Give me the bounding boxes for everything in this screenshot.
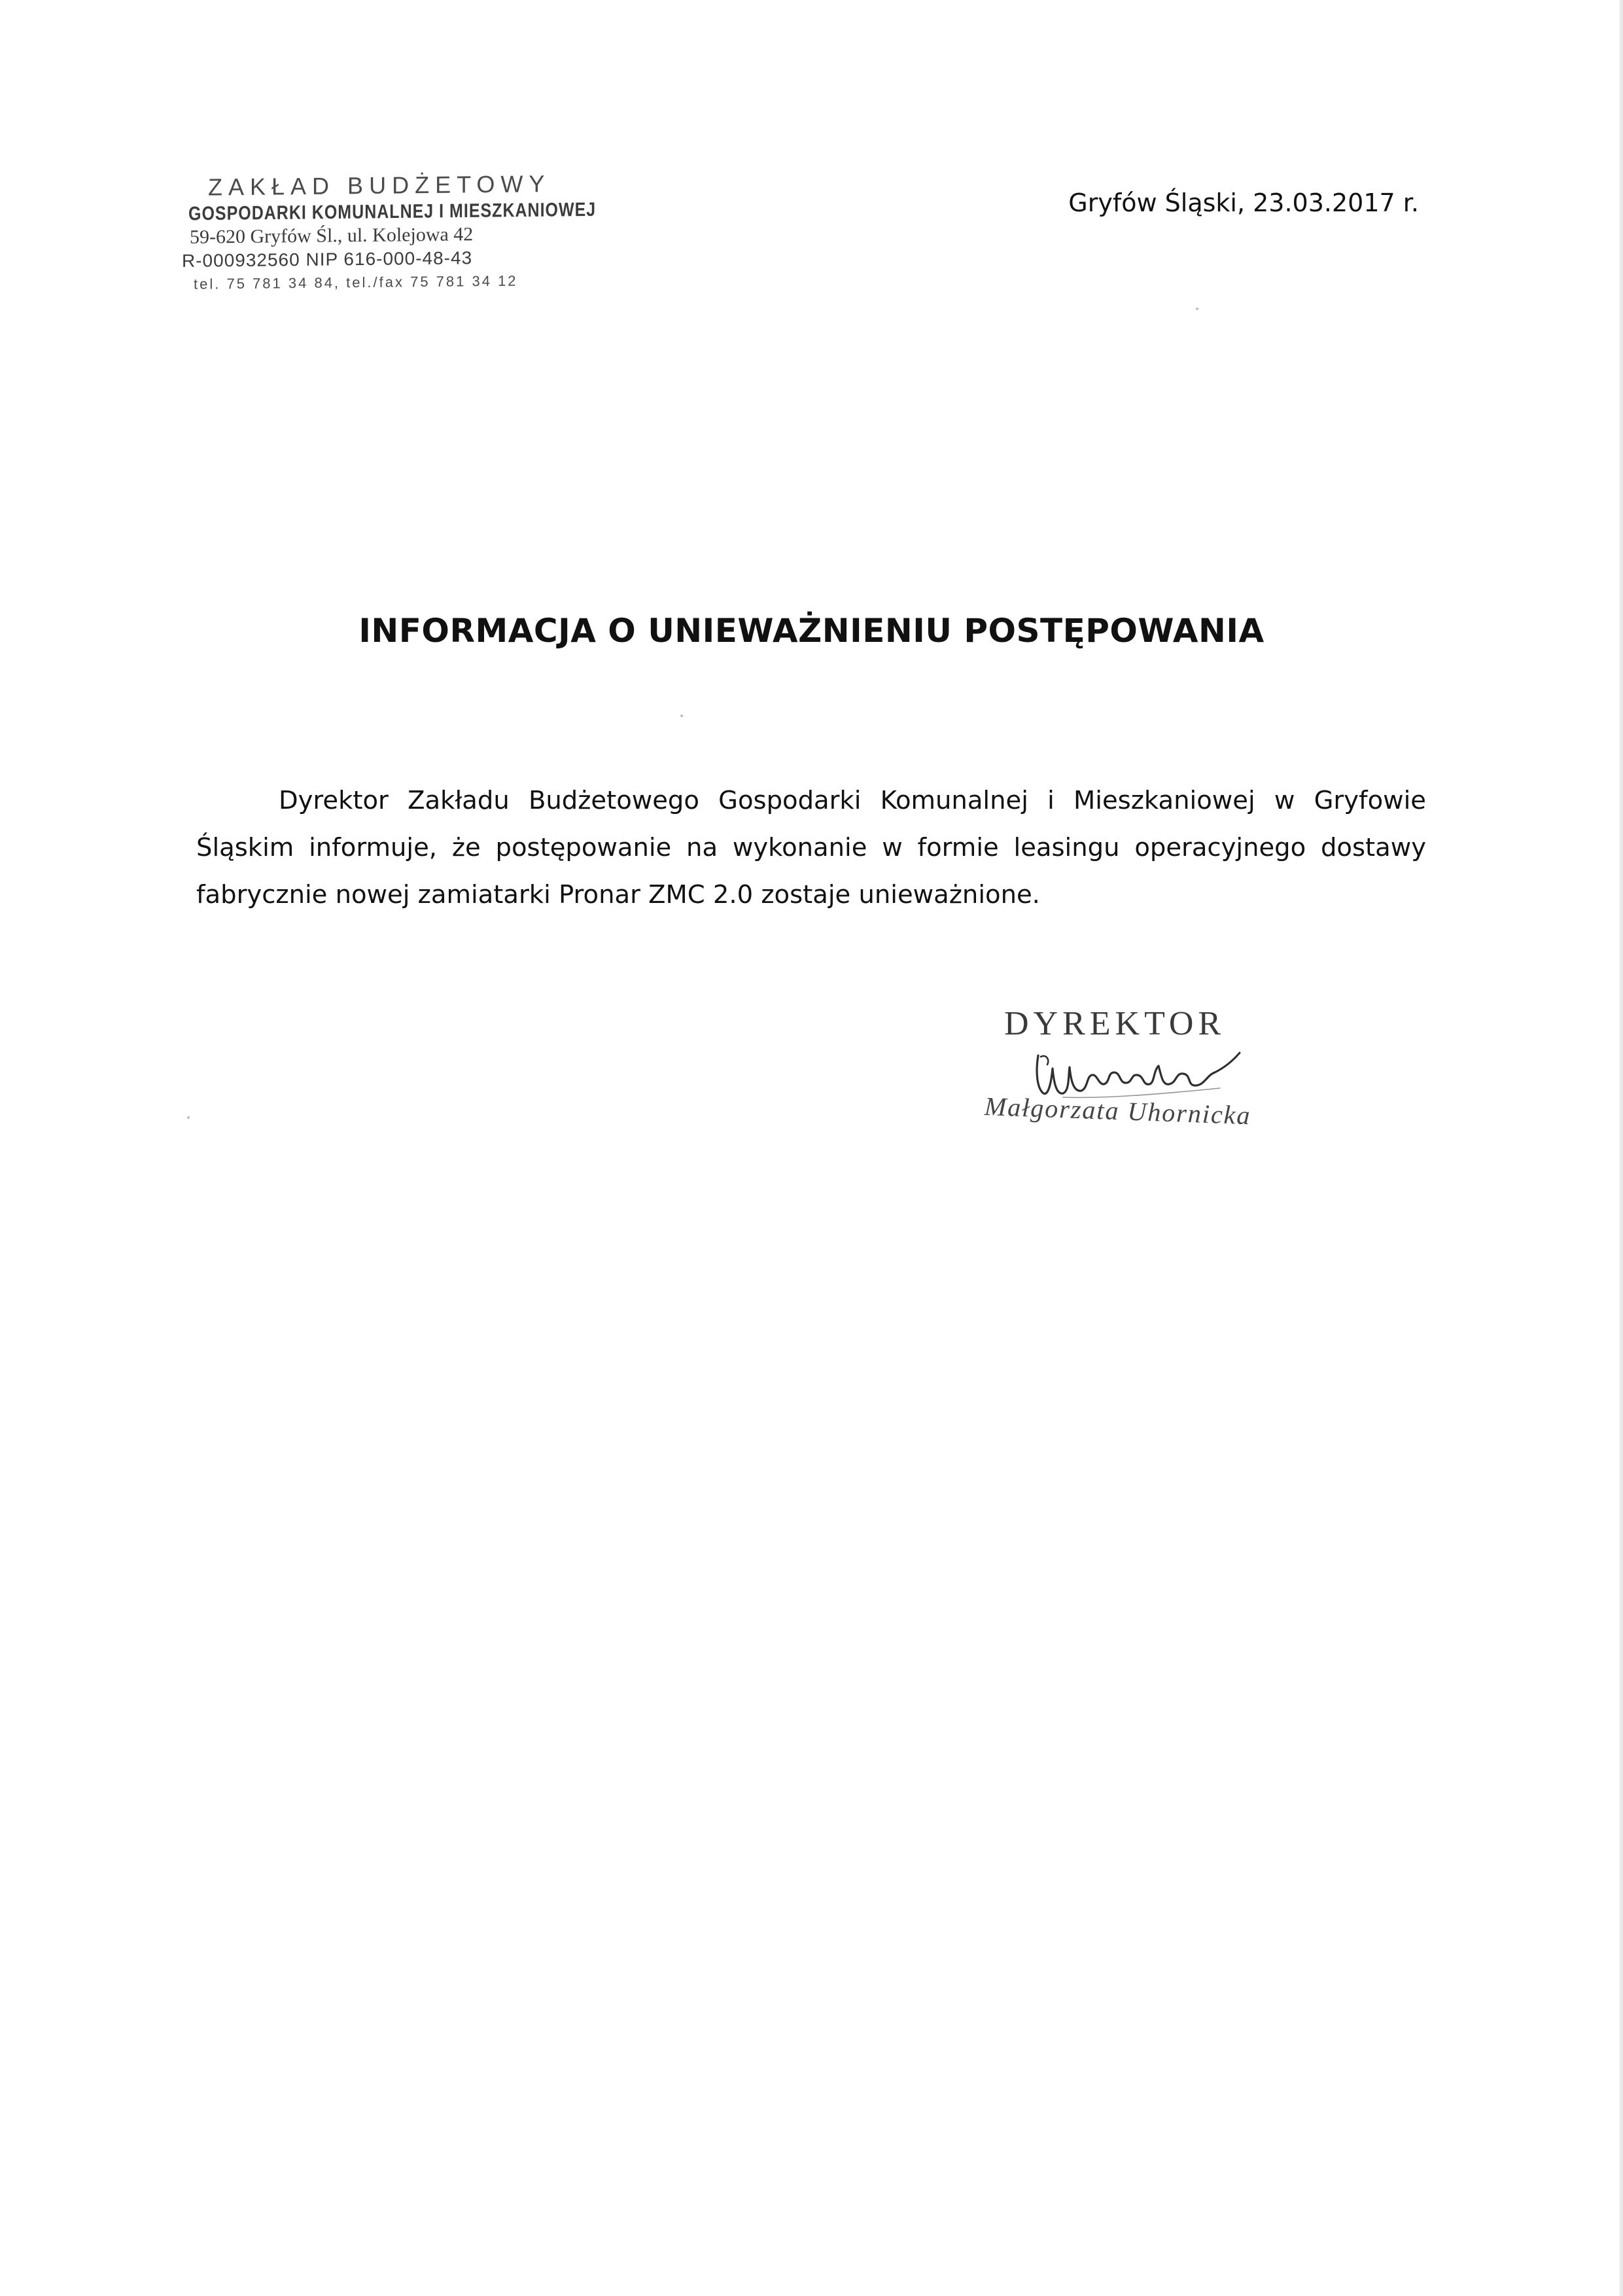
signature-stroke	[1041, 1056, 1048, 1065]
stamp-phone: tel. 75 781 34 84, tel./fax 75 781 34 12	[194, 272, 518, 292]
signature-name: Małgorzata Uhornicka	[984, 1091, 1252, 1131]
signature-stroke	[1215, 1053, 1240, 1072]
stamp-company-name: ZAKŁAD BUDŻETOWY	[208, 170, 551, 201]
body-paragraph: Dyrektor Zakładu Budżetowego Gospodarki Komunalnej i Mieszkaniowej w Gryfowie Śląskim informuje, że postępowanie na wykonanie w formie leasingu operacyjnego dostawy fabrycznie nowej zamiatarki Pronar ZMC 2.0 zostaje unieważnione.	[196, 786, 1426, 910]
company-stamp	[182, 169, 597, 296]
signature-stamp	[985, 1004, 1285, 1148]
signature-role: DYREKTOR	[1004, 1005, 1226, 1042]
stamp-registration: R-000932560 NIP 616-000-48-43	[182, 247, 473, 271]
stamp-address: 59-620 Gryfów Śl., ul. Kolejowa 42	[190, 223, 474, 248]
scan-edge	[1619, 0, 1623, 2296]
signature-stroke	[1037, 1055, 1215, 1093]
document-title: INFORMACJA O UNIEWAŻNIENIU POSTĘPOWANIA	[358, 612, 1265, 650]
stamp-company-subtitle: GOSPODARKI KOMUNALNEJ I MIESZKANIOWEJ	[188, 198, 597, 225]
scan-speck	[1196, 308, 1198, 310]
place-date: Gryfów Śląski, 23.03.2017 r.	[1068, 188, 1419, 217]
scan-speck	[680, 715, 683, 717]
scan-speck	[187, 1116, 190, 1119]
